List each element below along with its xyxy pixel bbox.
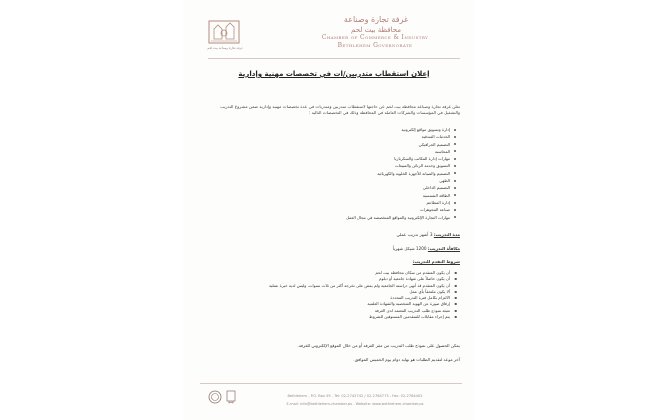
bullet-icon xyxy=(454,209,456,211)
requirements-heading: شروط التقدم للتدريب: xyxy=(412,259,460,264)
intro-paragraph: تعلن غرفة تجارة وصناعة محافظة بيت لحم عن حاجتها لاستقطاب متدربين ومتدربات في عدة تخصصات مهنية وإدارية ضمن مشروع التدريب والتشغيل في المؤسسات والشركات العاملة في المحافظة وذلك في التخصصات التالية : xyxy=(220,104,460,115)
list-item: التصميم الداخلي xyxy=(300,184,460,191)
logo-caption: غرفة تجارة وصناعة بيت لحم xyxy=(207,46,243,50)
list-item: ▪ أن يكون المتقدم من سكان محافظة بيت لحم xyxy=(375,270,457,275)
list-item: ▪ أن يكون حاصلاً على شهادة جامعية أو دبلوم xyxy=(378,276,457,282)
check-icon: ▪ xyxy=(454,288,457,294)
list-item: إدارة وتسويق مواقع إلكترونية xyxy=(300,126,460,133)
bullet-icon xyxy=(454,158,456,160)
footer-web: E-mail: info@bethlehem-chamber.ps - Website: www.bethlehem-chamber.ps xyxy=(286,402,424,406)
list-item: ▪ يتم إجراء مقابلات للمتقدمين المستوفين للشروط xyxy=(369,314,457,320)
footer-divider xyxy=(200,383,462,384)
bullet-icon xyxy=(454,187,456,189)
list-item: ▪ تعبئة نموذج طلب التدريب المعتمد لدى الغرفة xyxy=(374,307,457,313)
list-item: المحاسبة xyxy=(300,148,460,155)
duration-value: 3 أشهر تدريب عملي xyxy=(396,232,433,237)
stipend-value: 1200 شيكل شهرياً xyxy=(392,246,427,251)
list-item: ▪ إرفاق صورة عن الهوية الشخصية والشهادة العلمية xyxy=(367,301,457,307)
check-icon: ▪ xyxy=(454,301,457,307)
list-item: إدارة المطاعم xyxy=(300,199,460,206)
bullet-icon xyxy=(454,165,456,167)
bullet-icon xyxy=(454,194,456,196)
list-item: التصميم والصيانة للأجهزة الخلوية والكهربائية xyxy=(300,170,460,177)
bullet-icon xyxy=(454,202,456,204)
list-item: التسويق وخدمة الزبائن والمبيعات xyxy=(300,162,460,169)
bullet-icon xyxy=(454,150,456,152)
list-item: ▪ ألا يكون ملتحقاً بأي عمل xyxy=(409,288,457,294)
bullet-icon xyxy=(454,129,456,131)
header-divider xyxy=(208,58,460,59)
bullet-icon xyxy=(454,136,456,138)
header-english-org: Chamber of Commerce & Industry xyxy=(321,34,429,41)
check-icon: ▪ xyxy=(454,314,457,320)
seal-icon xyxy=(208,390,222,404)
header-english-governorate: Bethlehem Governorate xyxy=(337,42,413,49)
note-application-form: يمكن الحصول على نموذج طلب التدريب من مقر الغرفة أو من خلال الموقع الإلكتروني للغرفة. xyxy=(297,343,460,348)
bullet-icon xyxy=(454,143,456,145)
check-icon: ▪ xyxy=(454,270,457,275)
bullet-icon xyxy=(454,216,456,218)
list-item: مهارات التجارة الإلكترونية والمواقع المتخصصة في مجال العمل xyxy=(300,214,460,221)
bullet-icon xyxy=(454,172,456,174)
list-item: مهارات إدارة المكاتب والسكرتاريا xyxy=(300,155,460,162)
document-title: إعلان استقطاب متدربين/ات في تخصصات مهنية وإدارية xyxy=(238,70,430,78)
list-item: صناعة المجوهرات xyxy=(300,206,460,213)
list-item: ▪ أن يكون المتقدم قد أنهى دراسته الجامعية ولم يمضِ على تخرجه أكثر من ثلاث سنوات، وليس لديه خبرة عملية xyxy=(269,282,457,288)
training-stipend xyxy=(260,246,460,251)
list-item: التصميم الجرافيكي xyxy=(300,141,460,148)
note-deadline: آخر موعد لتقديم الطلبات هو نهاية دوام يوم الخميس الموافق. xyxy=(353,357,460,362)
header-arabic-governorate: محافظة بيت لحم xyxy=(351,26,401,34)
requirements-list xyxy=(220,270,460,320)
check-icon: ▪ xyxy=(454,307,457,313)
check-icon: ▪ xyxy=(454,282,457,288)
specializations-list xyxy=(300,126,460,221)
list-item: الخدمات الفندقية xyxy=(300,133,460,140)
training-duration xyxy=(260,232,460,237)
footer-contact: Bethlehem - P.O. Box 59 - Tel: 02-2742742 / 02-2764773 - Fax: 02-2764402 xyxy=(287,394,423,398)
stipend-label: مكافأة التدريب: xyxy=(427,246,460,251)
certification-icon xyxy=(226,390,236,404)
list-item: الطاقة الشمسية xyxy=(300,192,460,199)
chamber-logo-icon xyxy=(206,17,242,49)
header-arabic-org: غرفة تجارة وصناعة xyxy=(343,15,409,24)
list-item: ▪ الالتزام بكامل فترة التدريب المحددة xyxy=(390,295,457,301)
check-icon: ▪ xyxy=(454,276,457,282)
duration-label: مدة التدريب: xyxy=(433,232,460,237)
list-item: الطهي xyxy=(300,177,460,184)
bullet-icon xyxy=(454,180,456,182)
check-icon: ▪ xyxy=(454,295,457,301)
